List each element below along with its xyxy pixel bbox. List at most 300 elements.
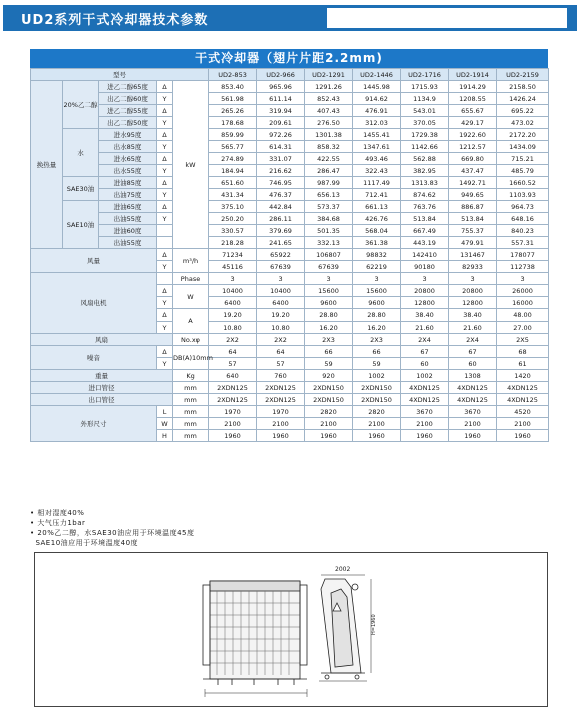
value-cell: 20800 [449,285,497,297]
unit-cell: m³/h [173,249,209,273]
unit-cell: mm [173,418,209,430]
value-cell: 112738 [497,261,549,273]
value-cell: 2XDN150 [353,394,401,406]
value-cell: 565.77 [209,141,257,153]
condition-label: 进乙二醇65度 [99,81,157,93]
value-cell: 763.76 [401,201,449,213]
condition-label: 出乙二醇50度 [99,117,157,129]
value-cell: 3 [353,273,401,285]
value-cell: 443.19 [401,237,449,249]
axis-label: L [157,406,173,418]
value-cell: 2820 [353,406,401,418]
model-name-cell: UD2-1716 [401,69,449,81]
value-cell: 4XDN125 [449,394,497,406]
value-cell: 513.84 [449,213,497,225]
value-cell: 3670 [449,406,497,418]
value-cell: 2X3 [353,334,401,346]
value-cell: 59 [353,358,401,370]
medium-label: 水 [63,129,99,177]
value-cell: 4520 [497,406,549,418]
value-cell: 57 [209,358,257,370]
value-cell: 19.20 [209,309,257,322]
value-cell: 611.14 [257,93,305,105]
value-cell: 322.43 [353,165,401,177]
unit-cell: mm [173,430,209,442]
value-cell: 61 [497,358,549,370]
value-cell: 330.57 [209,225,257,237]
value-cell: 2100 [257,418,305,430]
fans-row [31,334,549,346]
note-line: SAE10油应用于环境温度40度 [30,539,139,547]
value-cell: 562.88 [401,153,449,165]
unit-cell: Kg [173,370,209,382]
value-cell: 10.80 [257,322,305,334]
value-cell: 16.20 [305,322,353,334]
notes [30,508,195,548]
value-cell: 1960 [353,430,401,442]
unit-cell: mm [173,394,209,406]
connection-symbol: Δ [157,177,173,189]
value-cell: 1715.93 [401,81,449,93]
value-cell: 485.79 [497,165,549,177]
value-cell: 493.46 [353,153,401,165]
value-cell: 755.37 [449,225,497,237]
value-cell: 987.99 [305,177,353,189]
spec-table [30,68,549,442]
value-cell: 1960 [449,430,497,442]
unit-cell: W [173,285,209,309]
value-cell: 60 [401,358,449,370]
value-cell: 59 [305,358,353,370]
value-cell: 209.61 [257,117,305,129]
value-cell: 2X4 [401,334,449,346]
value-cell: 1970 [209,406,257,418]
condition-label: 出油55度 [99,237,157,249]
value-cell: 3670 [401,406,449,418]
value-cell: 250.20 [209,213,257,225]
spec-table-container [30,49,548,442]
capacity-row [31,165,549,177]
value-cell: 4XDN125 [401,394,449,406]
value-cell: 12800 [449,297,497,309]
value-cell: 48.00 [497,309,549,322]
connection-symbol: Δ [157,81,173,93]
value-cell: 1002 [401,370,449,382]
weight-row [31,370,549,382]
value-cell: 178.68 [209,117,257,129]
value-cell: 1960 [305,430,353,442]
value-cell: 2XDN125 [257,382,305,394]
dim-top: 2002 [335,566,351,573]
value-cell: 10400 [209,285,257,297]
condition-label: 进乙二醇55度 [99,105,157,117]
model-name-cell: UD2-853 [209,69,257,81]
value-cell: 10.80 [209,322,257,334]
dims-label: 外形尺寸 [31,406,157,442]
value-cell: 286.47 [305,165,353,177]
value-cell: 12800 [401,297,449,309]
value-cell: 949.65 [449,189,497,201]
connection-symbol [157,237,173,249]
front-view [203,581,307,697]
value-cell: 852.43 [305,93,353,105]
airflow-label: 风量 [31,249,157,273]
dims-row [31,406,549,418]
value-cell: 131467 [449,249,497,261]
value-cell: 426.76 [353,213,401,225]
connection-symbol: Y [157,358,173,370]
value-cell: 15600 [353,285,401,297]
value-cell: 1434.09 [497,141,549,153]
value-cell: 858.32 [305,141,353,153]
value-cell: 331.07 [257,153,305,165]
value-cell: 60 [449,358,497,370]
value-cell: 573.37 [305,201,353,213]
value-cell: 407.43 [305,105,353,117]
value-cell: 1134.9 [401,93,449,105]
capacity-row [31,81,549,93]
model-name-cell: UD2-1446 [353,69,401,81]
value-cell: 1208.55 [449,93,497,105]
value-cell: 2XDN125 [257,394,305,406]
medium-label: SAE30油 [63,177,99,201]
value-cell: 184.94 [209,165,257,177]
value-cell: 67639 [305,261,353,273]
value-cell: 38.40 [401,309,449,322]
connection-symbol: Δ [157,201,173,213]
page-title: UD2系列干式冷却器技术参数 [21,13,209,28]
value-cell: 1103.93 [497,189,549,201]
value-cell: 2X2 [257,334,305,346]
value-cell: 62219 [353,261,401,273]
connection-symbol: Δ [157,309,173,322]
value-cell: 274.89 [209,153,257,165]
value-cell: 914.62 [353,93,401,105]
value-cell: 67 [449,346,497,358]
value-cell: 1347.61 [353,141,401,153]
condition-label: 出水85度 [99,141,157,153]
connection-symbol: Y [157,93,173,105]
value-cell: 4XDN125 [449,382,497,394]
connection-symbol [157,225,173,237]
value-cell: 431.34 [209,189,257,201]
value-cell: 656.13 [305,189,353,201]
value-cell: 746.95 [257,177,305,189]
table-title: 干式冷却器（翅片片距2.2mm) [30,49,548,68]
value-cell: 651.60 [209,177,257,189]
value-cell: 319.94 [257,105,305,117]
value-cell: 2X4 [449,334,497,346]
value-cell: 1445.98 [353,81,401,93]
value-cell: 715.21 [497,153,549,165]
condition-label: 进水95度 [99,129,157,141]
condition-label: 出水55度 [99,165,157,177]
value-cell: 332.13 [305,237,353,249]
value-cell: 379.69 [257,225,305,237]
value-cell: 4XDN125 [401,382,449,394]
value-cell: 2100 [449,418,497,430]
value-cell: 2158.50 [497,81,549,93]
connection-symbol: Δ [157,346,173,358]
value-cell: 276.50 [305,117,353,129]
value-cell: 2820 [305,406,353,418]
value-cell: 1117.49 [353,177,401,189]
value-cell: 2XDN150 [305,394,353,406]
value-cell: 473.02 [497,117,549,129]
axis-label: H [157,430,173,442]
value-cell: 3 [209,273,257,285]
value-cell: 67639 [257,261,305,273]
connection-symbol: Δ [157,105,173,117]
technical-drawing [34,552,548,707]
value-cell: 442.84 [257,201,305,213]
value-cell: 64 [257,346,305,358]
inlet-label: 进口管径 [31,382,173,394]
value-cell: 2X3 [305,334,353,346]
capacity-row [31,141,549,153]
value-cell: 27.00 [497,322,549,334]
header-row [31,69,549,81]
model-name-cell: UD2-2159 [497,69,549,81]
value-cell: 840.23 [497,225,549,237]
value-cell: 66 [353,346,401,358]
dim-side: H=1960 [371,614,377,635]
connection-symbol [157,273,173,285]
weight-label: 重量 [31,370,173,382]
value-cell: 2100 [305,418,353,430]
value-cell: 920 [305,370,353,382]
capacity-row [31,213,549,225]
value-cell: 640 [209,370,257,382]
unit-cell: DB(A)10mm [173,346,209,370]
value-cell: 886.87 [449,201,497,213]
value-cell: 965.96 [257,81,305,93]
value-cell: 28.80 [353,309,401,322]
value-cell: 265.26 [209,105,257,117]
value-cell: 1492.71 [449,177,497,189]
value-cell: 1960 [209,430,257,442]
value-cell: 286.11 [257,213,305,225]
value-cell: 26000 [497,285,549,297]
value-cell: 106807 [305,249,353,261]
value-cell: 71234 [209,249,257,261]
connection-symbol: Y [157,141,173,153]
inlet-row [31,382,549,394]
value-cell: 361.38 [353,237,401,249]
condition-label: 进油65度 [99,201,157,213]
value-cell: 370.05 [401,117,449,129]
connection-symbol: Y [157,213,173,225]
motor-label: 风扇电机 [31,273,157,334]
unit-cell: mm [173,406,209,418]
value-cell: 9600 [305,297,353,309]
model-name-cell: UD2-1291 [305,69,353,81]
noise-label: 噪音 [31,346,157,370]
header-bar [3,5,577,31]
value-cell: 1455.41 [353,129,401,141]
axis-label: W [157,418,173,430]
value-cell: 1426.24 [497,93,549,105]
value-cell: 568.04 [353,225,401,237]
capacity-row [31,117,549,129]
value-cell: 2100 [209,418,257,430]
value-cell: 1729.38 [401,129,449,141]
value-cell: 45116 [209,261,257,273]
capacity-row [31,93,549,105]
outlet-label: 出口管径 [31,394,173,406]
condition-label: 出油55度 [99,213,157,225]
unit-cell: Phase [173,273,209,285]
condition-label: 出乙二醇60度 [99,93,157,105]
value-cell: 1291.26 [305,81,353,93]
value-cell: 972.26 [257,129,305,141]
value-cell: 1960 [497,430,549,442]
cooler-drawing-svg [35,553,547,706]
value-cell: 2100 [401,418,449,430]
value-cell: 695.22 [497,105,549,117]
value-cell: 2X5 [497,334,549,346]
value-cell: 874.62 [401,189,449,201]
side-view [319,566,377,681]
connection-symbol: Y [157,189,173,201]
connection-symbol: Δ [157,249,173,261]
connection-symbol: Y [157,165,173,177]
connection-symbol: Δ [157,285,173,297]
capacity-row [31,105,549,117]
value-cell: 82933 [449,261,497,273]
value-cell: 312.03 [353,117,401,129]
value-cell: 501.35 [305,225,353,237]
value-cell: 65922 [257,249,305,261]
value-cell: 6400 [209,297,257,309]
value-cell: 2100 [353,418,401,430]
capacity-row [31,201,549,213]
value-cell: 1308 [449,370,497,382]
value-cell: 3 [497,273,549,285]
value-cell: 667.49 [401,225,449,237]
value-cell: 218.28 [209,237,257,249]
value-cell: 2172.20 [497,129,549,141]
value-cell: 1960 [257,430,305,442]
capacity-label: 换热量 [31,81,63,249]
unit-cell: A [173,309,209,334]
value-cell: 64 [209,346,257,358]
value-cell: 853.40 [209,81,257,93]
condition-label: 进水65度 [99,153,157,165]
value-cell: 648.16 [497,213,549,225]
model-name-cell: UD2-966 [257,69,305,81]
value-cell: 1960 [401,430,449,442]
capacity-row [31,189,549,201]
value-cell: 964.73 [497,201,549,213]
value-cell: 57 [257,358,305,370]
value-cell: 479.91 [449,237,497,249]
value-cell: 9600 [353,297,401,309]
outlet-row [31,394,549,406]
value-cell: 15600 [305,285,353,297]
value-cell: 1660.52 [497,177,549,189]
value-cell: 21.60 [401,322,449,334]
value-cell: 543.01 [401,105,449,117]
value-cell: 712.41 [353,189,401,201]
value-cell: 2XDN125 [209,382,257,394]
capacity-row [31,177,549,189]
value-cell: 2XDN150 [305,382,353,394]
value-cell: 557.31 [497,237,549,249]
value-cell: 1142.66 [401,141,449,153]
value-cell: 68 [497,346,549,358]
value-cell: 2X2 [209,334,257,346]
value-cell: 1914.29 [449,81,497,93]
value-cell: 661.13 [353,201,401,213]
condition-label: 进油60度 [99,225,157,237]
connection-symbol: Y [157,322,173,334]
value-cell: 3 [401,273,449,285]
value-cell: 760 [257,370,305,382]
value-cell: 859.99 [209,129,257,141]
value-cell: 422.55 [305,153,353,165]
value-cell: 6400 [257,297,305,309]
value-cell: 98832 [353,249,401,261]
value-cell: 669.80 [449,153,497,165]
value-cell: 513.84 [401,213,449,225]
value-cell: 3 [305,273,353,285]
value-cell: 20800 [401,285,449,297]
value-cell: 28.80 [305,309,353,322]
capacity-row [31,237,549,249]
unit-cell: kW [173,81,209,249]
value-cell: 382.95 [401,165,449,177]
value-cell: 1212.57 [449,141,497,153]
value-cell: 38.40 [449,309,497,322]
value-cell: 614.31 [257,141,305,153]
value-cell: 655.67 [449,105,497,117]
unit-cell: mm [173,382,209,394]
value-cell: 3 [449,273,497,285]
value-cell: 19.20 [257,309,305,322]
connection-symbol: Y [157,297,173,309]
value-cell: 476.37 [257,189,305,201]
note-line: • 大气压力1bar [30,519,86,527]
fans-label: 风扇 [31,334,173,346]
condition-label: 出油75度 [99,189,157,201]
medium-label: SAE10油 [63,201,99,249]
value-cell: 476.91 [353,105,401,117]
value-cell: 1420 [497,370,549,382]
value-cell: 1922.60 [449,129,497,141]
value-cell: 241.65 [257,237,305,249]
connection-symbol: Δ [157,129,173,141]
value-cell: 178077 [497,249,549,261]
value-cell: 1313.83 [401,177,449,189]
capacity-row [31,129,549,141]
value-cell: 4XDN125 [497,394,549,406]
condition-label: 进油85度 [99,177,157,189]
value-cell: 561.98 [209,93,257,105]
value-cell: 2XDN125 [209,394,257,406]
value-cell: 16.20 [353,322,401,334]
header-blank-box [327,8,567,28]
value-cell: 437.47 [449,165,497,177]
value-cell: 384.68 [305,213,353,225]
capacity-row [31,225,549,237]
value-cell: 2100 [497,418,549,430]
value-cell: 1301.38 [305,129,353,141]
value-cell: 142410 [401,249,449,261]
value-cell: 2XDN150 [353,382,401,394]
value-cell: 3 [257,273,305,285]
note-line: • 相对湿度40% [30,509,85,517]
